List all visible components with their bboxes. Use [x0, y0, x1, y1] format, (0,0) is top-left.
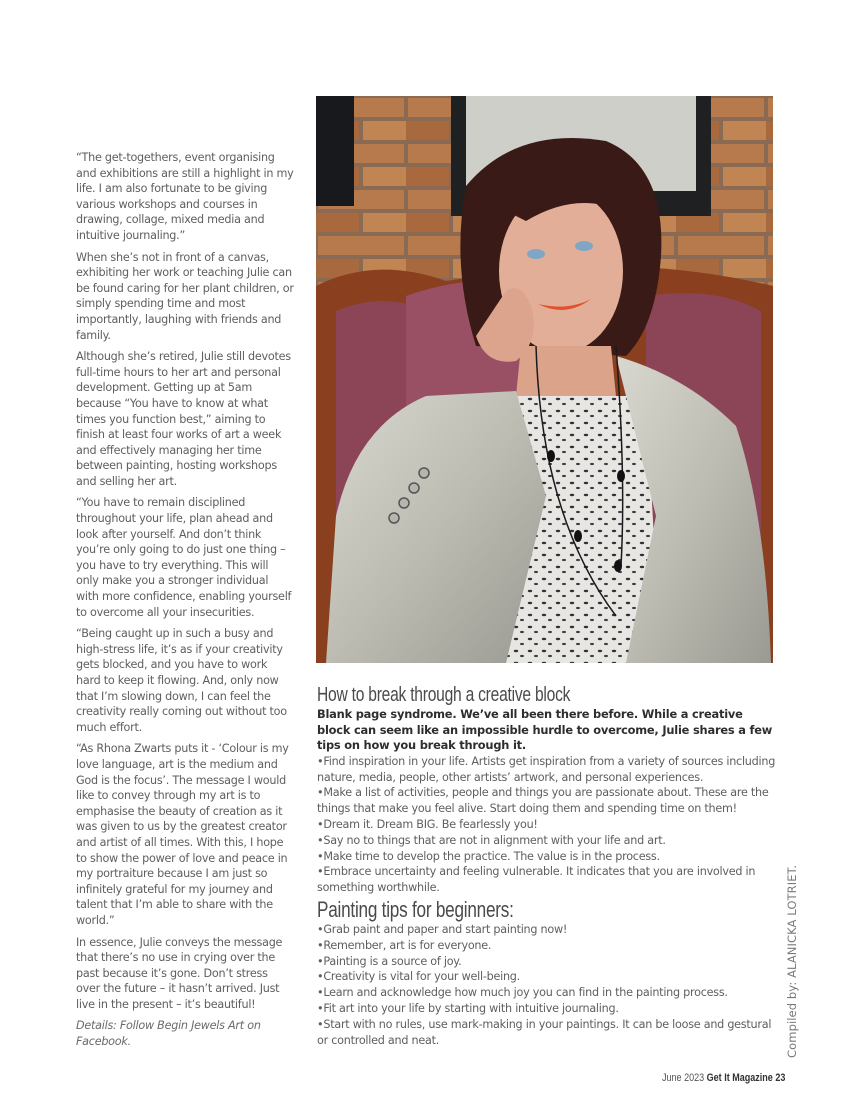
page-footer [662, 1072, 785, 1084]
list-item: • Embrace uncertainty and feeling vulnerable. It indicates that you are involved in something worthwhile. [317, 864, 777, 896]
list-item: • Say no to things that are not in alignment with your life and art. [317, 833, 777, 849]
list-item: • Learn and acknowledge how much joy you can find in the painting process. [317, 985, 777, 1001]
details-note: Details: Follow Begin Jewels Art on Facebook. [76, 1019, 261, 1049]
paragraph: “As Rhona Zwarts puts it - ‘Colour is my love language, art is the medium and God is the focus’. The message I would like to convey through my art is to emphasise the beauty of creation as it was given to us by the greatest creator and artist of all times. With this, I hope to show the power of love and peace in my portraiture because I am just so infinitely grateful for my journey and talent that I’m able to share with the world.” [76, 742, 289, 927]
issue-date: June 2023 [662, 1072, 705, 1084]
list-item: • Start with no rules, use mark-making in your paintings. It can be loose and gestural or controlled and neat. [317, 1017, 777, 1049]
paragraph: In essence, Julie conveys the message that there’s no use in crying over the past because it’s gone. Don’t stress over the future – it hasn’t arrived. Just live in the present – it’s beautiful! [76, 935, 283, 1011]
list-item: • Make a list of activities, people and things you are passionate about. These are the things that make you feel alive. Start doing them and spending time on them! [317, 785, 777, 817]
paragraph: “Being caught up in such a busy and high-stress life, it’s as if your creativity gets blocked, and you have to work hard to keep it flowing. And, only now that I’m slowing down, I can feel the creativity really coming out without too much effort. [76, 627, 287, 734]
creative-block-lead: Blank page syndrome. We’ve all been there before. While a creative block can seem like an impossible hurdle to overcome, Julie shares a few tips on how you break through it. [317, 707, 773, 753]
list-item: • Find inspiration in your life. Artists get inspiration from a variety of sources including nature, media, people, other artists’ artwork, and personal experiences. [317, 754, 777, 786]
paragraph: “The get-togethers, event organising and exhibitions are still a highlight in my life. I am also fortunate to be giving various workshops and courses in drawing, collage, mixed media and intuitive journaling.” [76, 151, 294, 242]
paragraph: When she’s not in front of a canvas, exhibiting her work or teaching Julie can be found caring for her plant children, or simply spending time and most importantly, laughing with friends and family. [76, 250, 294, 342]
magazine-name: Get It Magazine [706, 1072, 773, 1084]
list-item: • Remember, art is for everyone. [317, 938, 777, 954]
list-item: • Grab paint and paper and start painting now! [317, 922, 777, 938]
list-item: • Creativity is vital for your well-being. [317, 969, 777, 985]
portrait-illustration [316, 96, 773, 663]
painting-tips-heading: Painting tips for beginners: [317, 896, 514, 922]
creative-block-heading: How to break through a creative block [317, 684, 571, 706]
creative-block-tips-list [317, 754, 777, 896]
list-item: • Painting is a source of joy. [317, 954, 777, 970]
painting-tips-list [317, 922, 777, 1048]
page-number: 23 [775, 1072, 786, 1084]
list-item: • Make time to develop the practice. The value is in the process. [317, 849, 777, 865]
list-item: • Fit art into your life by starting with intuitive journaling. [317, 1001, 777, 1017]
paragraph: Although she’s retired, Julie still devotes full-time hours to her art and personal development. Getting up at 5am because “You have to know at what times you function best,” aiming to finish at least four works of art a week and effectively managing her time between painting, hosting workshops and selling her art. [76, 350, 291, 488]
list-item: • Dream it. Dream BIG. Be fearlessly you! [317, 817, 777, 833]
article-right-column [317, 684, 777, 1048]
portrait-photo [316, 96, 773, 663]
article-left-column [76, 150, 294, 1056]
paragraph: “You have to remain disciplined throughout your life, plan ahead and look after yourself. And don’t think you’re only going to do just one thing – you have to try everything. This will only make you a stronger individual with more confidence, enabling yourself to overcome all your insecurities. [76, 496, 292, 619]
author-credit: Compiled by: ALANICKA LOTRIET. [785, 864, 799, 1058]
